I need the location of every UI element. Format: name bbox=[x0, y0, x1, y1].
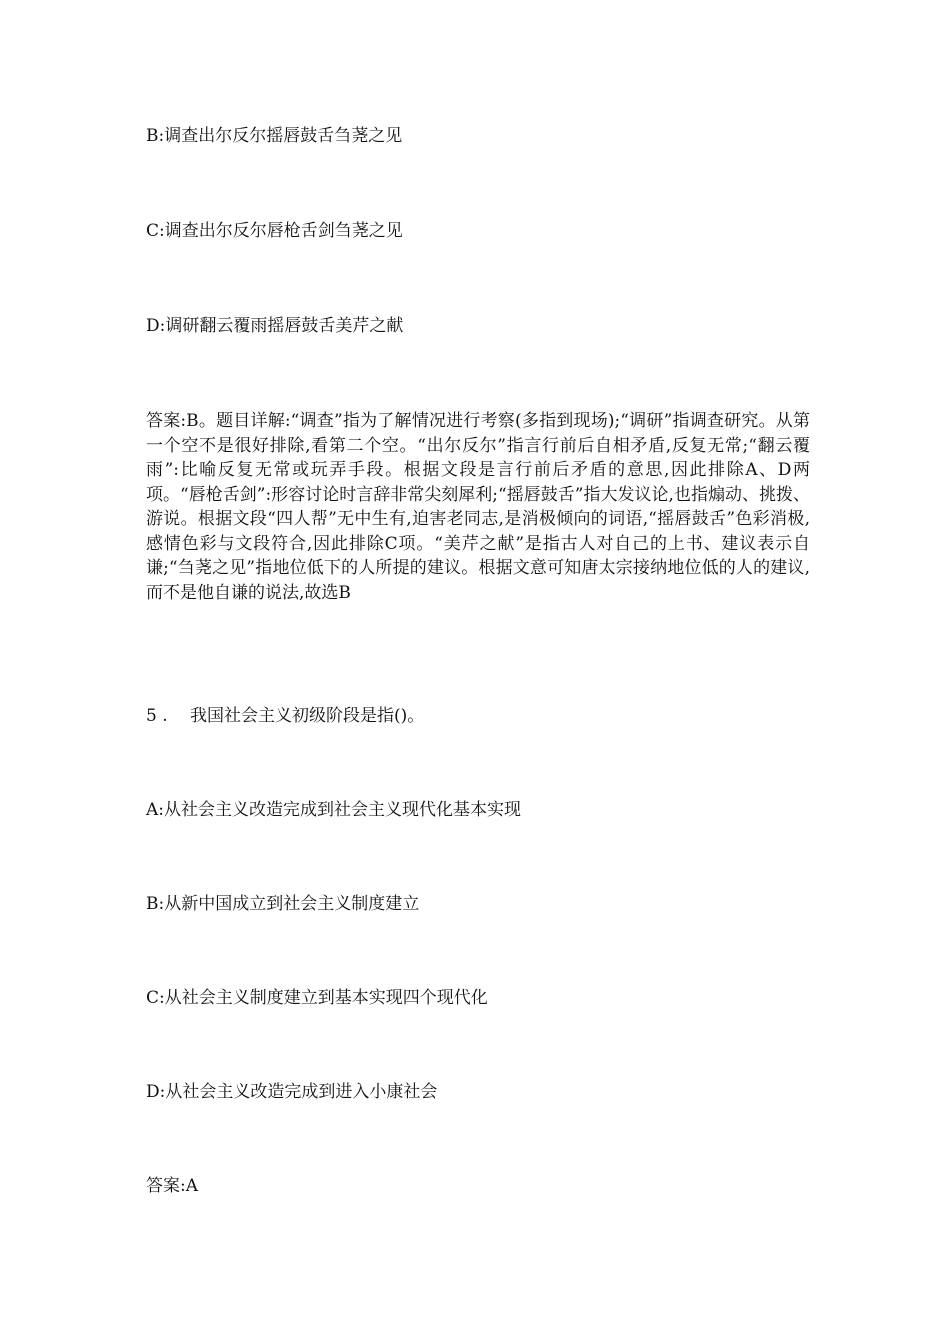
question-text: 我国社会主义初级阶段是指()。 bbox=[190, 706, 425, 726]
option-c: C:从社会主义制度建立到基本实现四个现代化 bbox=[146, 988, 488, 1008]
option-c: C:调查出尔反尔唇枪舌剑刍荛之见 bbox=[146, 221, 403, 241]
option-b: B:调查出尔反尔摇唇鼓舌刍荛之见 bbox=[146, 126, 403, 146]
answer: 答案:A bbox=[146, 1176, 199, 1196]
option-a: A:从社会主义改造完成到社会主义现代化基本实现 bbox=[146, 800, 522, 820]
question-stem bbox=[146, 704, 810, 729]
option-d: D:调研翻云覆雨摇唇鼓舌美芹之献 bbox=[146, 316, 404, 336]
option-b: B:从新中国成立到社会主义制度建立 bbox=[146, 894, 420, 914]
question-number: 5 . bbox=[146, 706, 168, 726]
option-d: D:从社会主义改造完成到进入小康社会 bbox=[146, 1082, 438, 1102]
answer-explanation: 答案:B。题目详解:“调查”指为了解情况进行考察(多指到现场);“调研”指调查研究。从第一个空不是很好排除,看第二个空。“出尔反尔”指言行前后自相矛盾,反复无常;“翻云覆雨”:比喻反复无常或玩弄手段。根据文段是言行前后矛盾的意思,因此排除A、D两项。“唇枪舌剑”:形容讨论时言辞非常尖刻犀利;“摇唇鼓舌”指大发议论,也指煽动、挑拨、游说。根据文段“四人帮”无中生有,迫害老同志,是消极倾向的词语,“摇唇鼓舌”色彩消极,感情色彩与文段符合,因此排除C项。“美芹之献”是指古人对自己的上书、建议表示自谦;“刍荛之见”指地位低下的人所提的建议。根据文意可知唐太宗接纳地位低的人的建议,而不是他自谦的说法,故选B bbox=[146, 411, 810, 603]
